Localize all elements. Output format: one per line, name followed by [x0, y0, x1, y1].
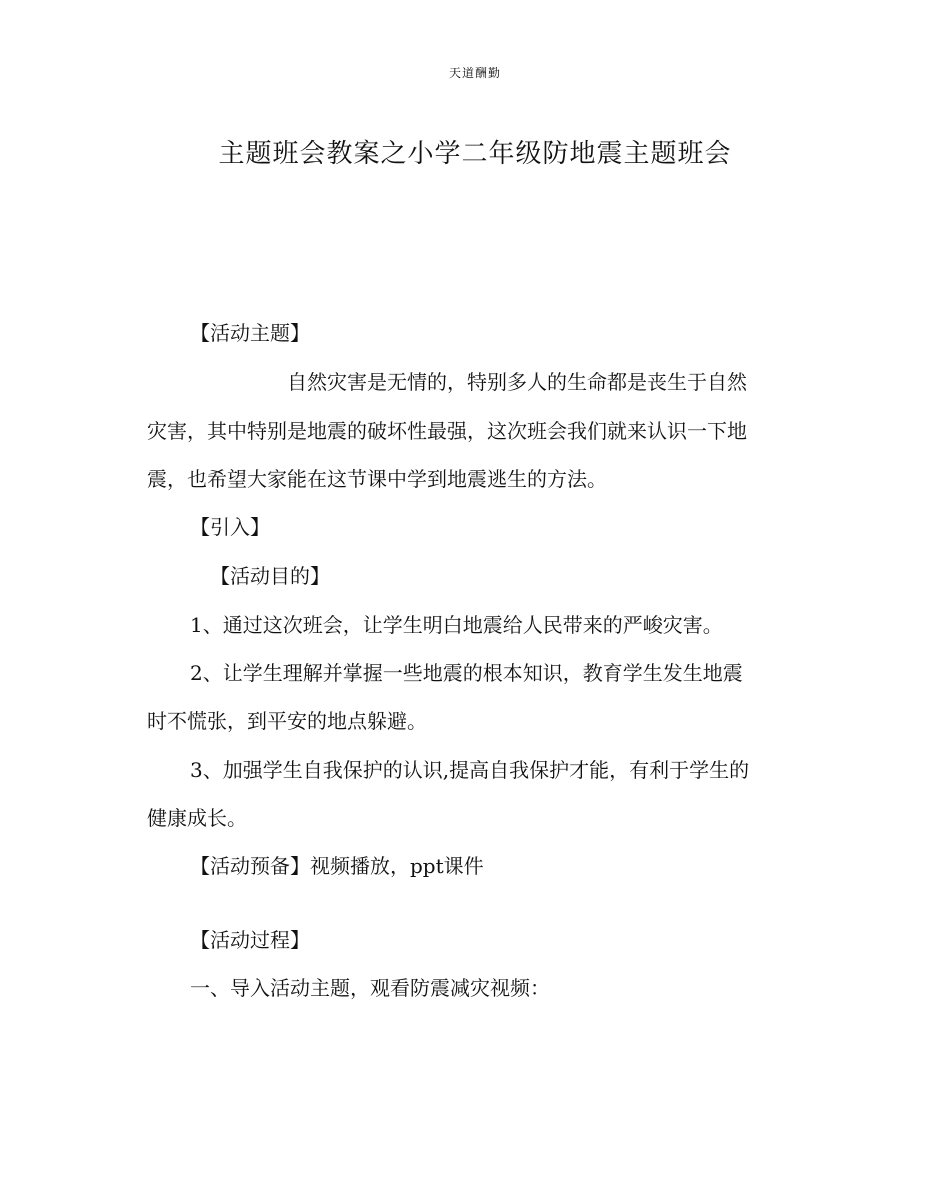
- page-title: 主题班会教案之小学二年级防地震主题班会: [218, 139, 732, 169]
- purpose-item-3-line-2: 健康成长。: [147, 806, 247, 830]
- page-header: 天道酬勤: [448, 66, 501, 80]
- theme-paragraph-line-1: 自然灾害是无情的，特别多人的生命都是丧生于自然: [287, 370, 747, 394]
- purpose-item-2-line-2: 时不慌张，到平安的地点躲避。: [147, 709, 427, 733]
- theme-paragraph-line-3: 震，也希望大家能在这节课中学到地震逃生的方法。: [147, 467, 607, 491]
- theme-paragraph-line-2: 灾害，其中特别是地震的破坏性最强，这次班会我们就来认识一下地: [147, 419, 747, 443]
- purpose-item-2-line-1: 2、让学生理解并掌握一些地震的根本知识，教育学生发生地震: [190, 661, 743, 685]
- process-step-1: 一、导入活动主题，观看防震减灾视频：: [190, 976, 550, 1000]
- purpose-item-1: 1、通过这次班会，让学生明白地震给人民带来的严峻灾害。: [190, 613, 723, 637]
- process-heading: 【活动过程】: [190, 928, 310, 952]
- theme-heading: 【活动主题】: [190, 321, 310, 345]
- purpose-heading: 【活动目的】: [210, 564, 330, 588]
- intro-heading: 【引入】: [190, 515, 270, 539]
- prep-line: 【活动预备】视频播放，ppt课件: [190, 854, 484, 878]
- purpose-item-3-line-1: 3、加强学生自我保护的认识,提高自我保护才能，有利于学生的: [190, 758, 750, 782]
